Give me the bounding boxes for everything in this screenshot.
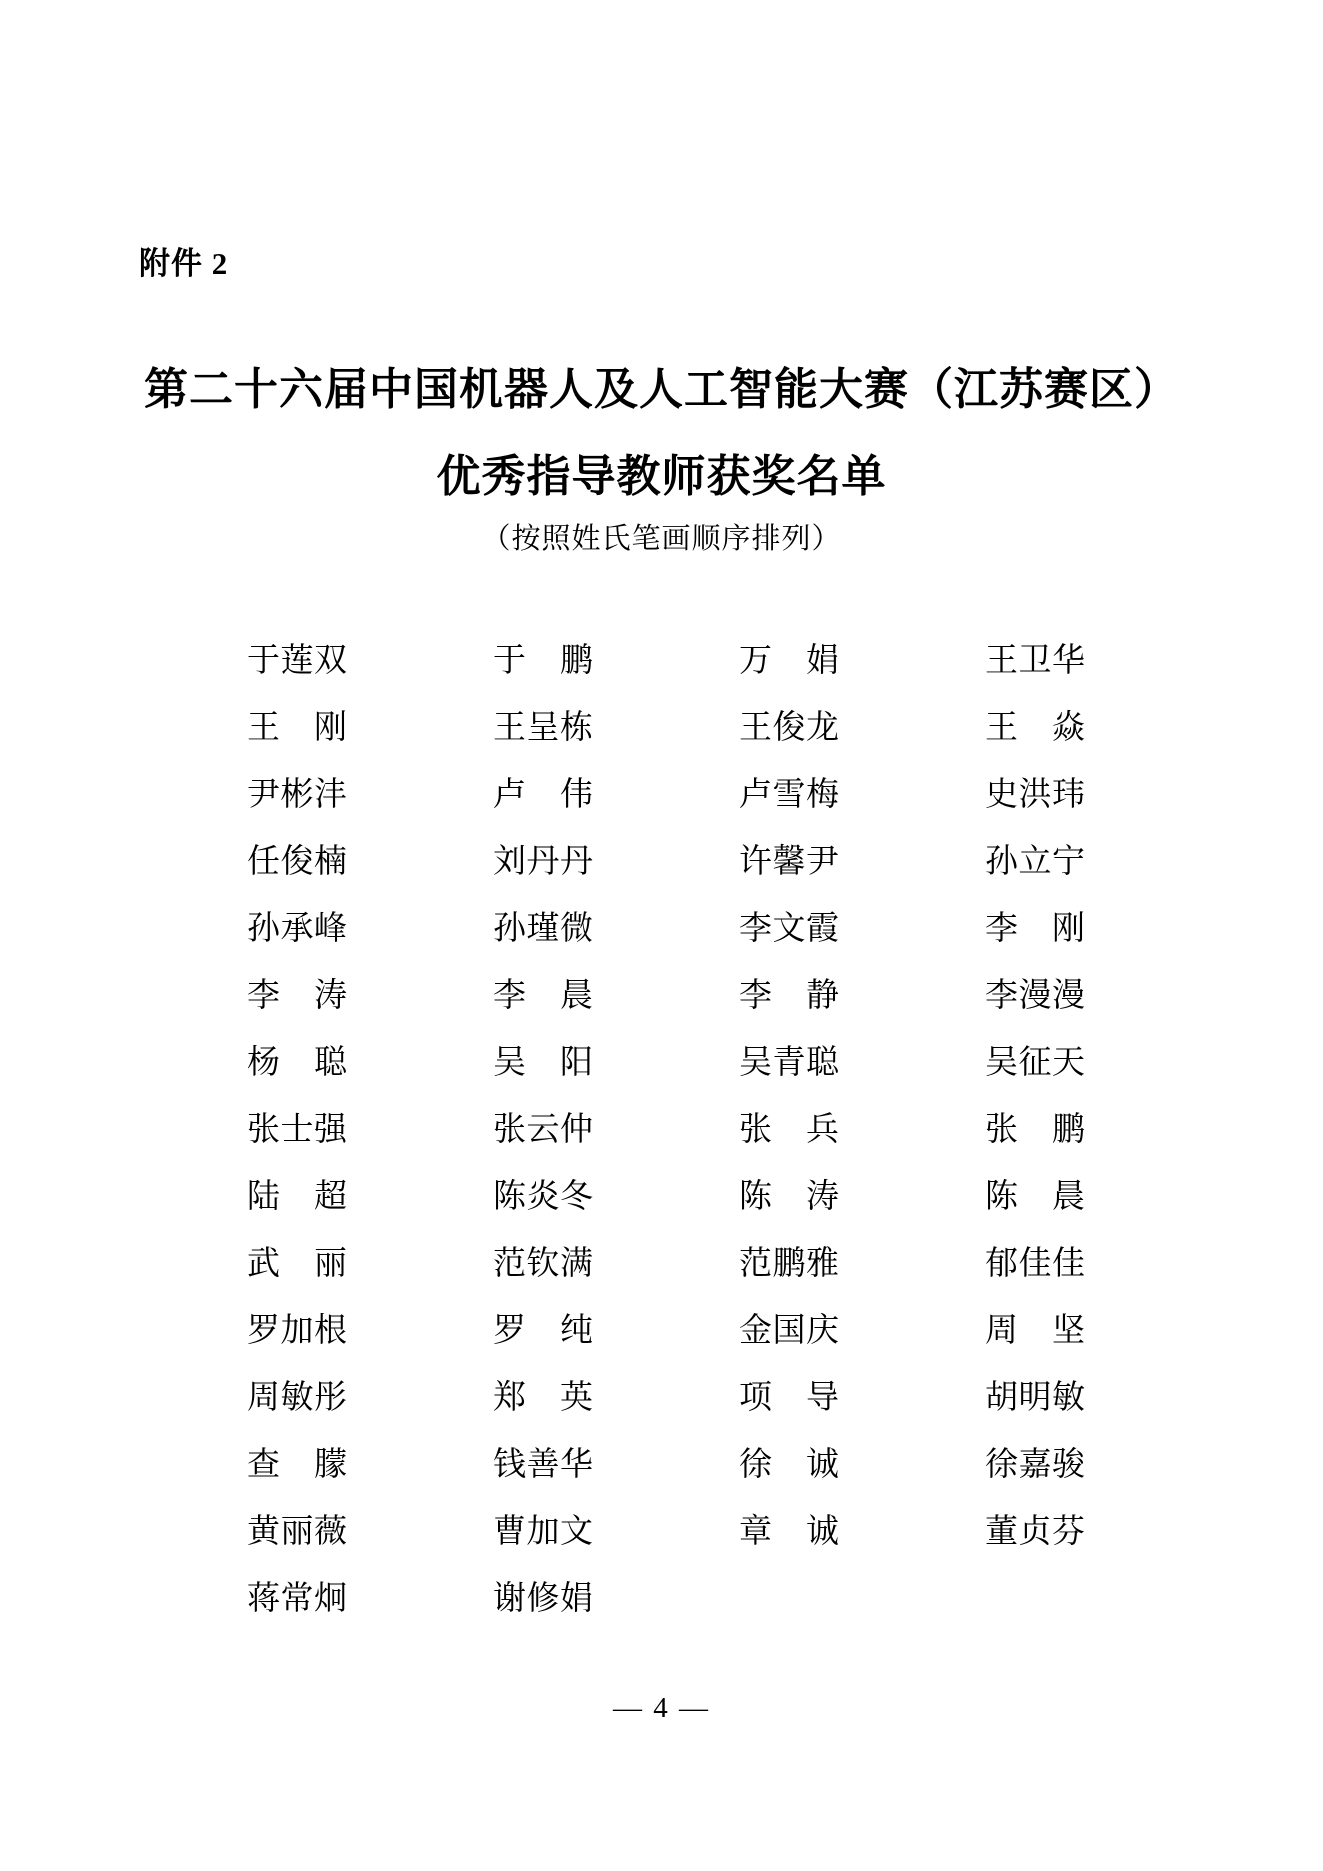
awardee-name: 董贞芬 [985,1514,1085,1550]
awardee-name: 李刚 [985,911,1085,947]
awardee-name: 刘丹丹 [493,844,593,880]
awardee-name: 任俊楠 [247,844,347,880]
awardee-name: 范钦满 [493,1246,593,1282]
awardee-name: 李晨 [493,978,593,1014]
awardee-name: 陈涛 [739,1179,839,1215]
awardee-name: 孙瑾微 [493,911,593,947]
awardee-name: 钱善华 [493,1447,593,1483]
awardee-name: 金国庆 [739,1313,839,1349]
document-title-line1: 第二十六届中国机器人及人工智能大赛（江苏赛区） [144,365,1179,414]
awardee-name: 张云仲 [493,1112,593,1148]
awardee-name: 张鹏 [985,1112,1085,1148]
awardee-name: 于鹏 [493,643,593,679]
awardee-name: 黄丽薇 [247,1514,347,1550]
awardee-name: 周坚 [985,1313,1085,1349]
awardee-name: 于莲双 [247,643,347,679]
awardee-name: 杨聪 [247,1045,347,1081]
awardee-name: 周敏彤 [247,1380,347,1416]
awardee-name: 罗纯 [493,1313,593,1349]
awardee-name: 蒋常炯 [247,1581,347,1617]
awardee-name: 李涛 [247,978,347,1014]
awardee-name: 孙立宁 [985,844,1085,880]
awardee-name: 张士强 [247,1112,347,1148]
awardee-name: 吴征天 [985,1045,1085,1081]
awardee-name: 徐诚 [739,1447,839,1483]
awardee-name: 郁佳佳 [985,1246,1085,1282]
sort-order-note: （按照姓氏笔画顺序排列） [481,523,842,555]
awardee-name: 范鹏雅 [739,1246,839,1282]
document-title [0,346,1323,520]
awardee-name: 徐嘉骏 [985,1447,1085,1483]
awardee-name: 许馨尹 [739,844,839,880]
awardee-name: 李静 [739,978,839,1014]
awardee-name: 卢雪梅 [739,777,839,813]
awardee-name: 吴阳 [493,1045,593,1081]
awardee-name: 陈晨 [985,1179,1085,1215]
awardee-name: 罗加根 [247,1313,347,1349]
awardee-name: 王俊龙 [739,710,839,746]
awardee-name: 李文霞 [739,911,839,947]
awardee-name: 王刚 [247,710,347,746]
awardee-name: 项导 [739,1380,839,1416]
awardee-name: 张兵 [739,1112,839,1148]
awardee-name: 章诚 [739,1514,839,1550]
awardee-name: 武丽 [247,1246,347,1282]
awardee-name: 曹加文 [493,1514,593,1550]
awardee-name: 李漫漫 [985,978,1085,1014]
awardee-name: 胡明敏 [985,1380,1085,1416]
awardee-name: 查朦 [247,1447,347,1483]
awardee-name: 史洪玮 [985,777,1085,813]
awardee-name: 谢修娟 [493,1581,593,1617]
document-title-line2: 优秀指导教师获奖名单 [436,452,887,501]
awardee-name: 王呈栋 [493,710,593,746]
awardee-name: 王焱 [985,710,1085,746]
awardee-name: 郑英 [493,1380,593,1416]
awardee-name: 吴青聪 [739,1045,839,1081]
page-number: — 4 — [613,1692,710,1724]
awardee-name: 孙承峰 [247,911,347,947]
awardee-name: 陆超 [247,1179,347,1215]
awardee-name: 尹彬沣 [247,777,347,813]
awardee-name: 陈炎冬 [493,1179,593,1215]
attachment-label: 附件 2 [139,246,229,281]
awardee-name: 王卫华 [985,643,1085,679]
awardee-name: 万娟 [739,643,839,679]
awardee-name: 卢伟 [493,777,593,813]
awardee-names-grid [247,628,1085,1633]
